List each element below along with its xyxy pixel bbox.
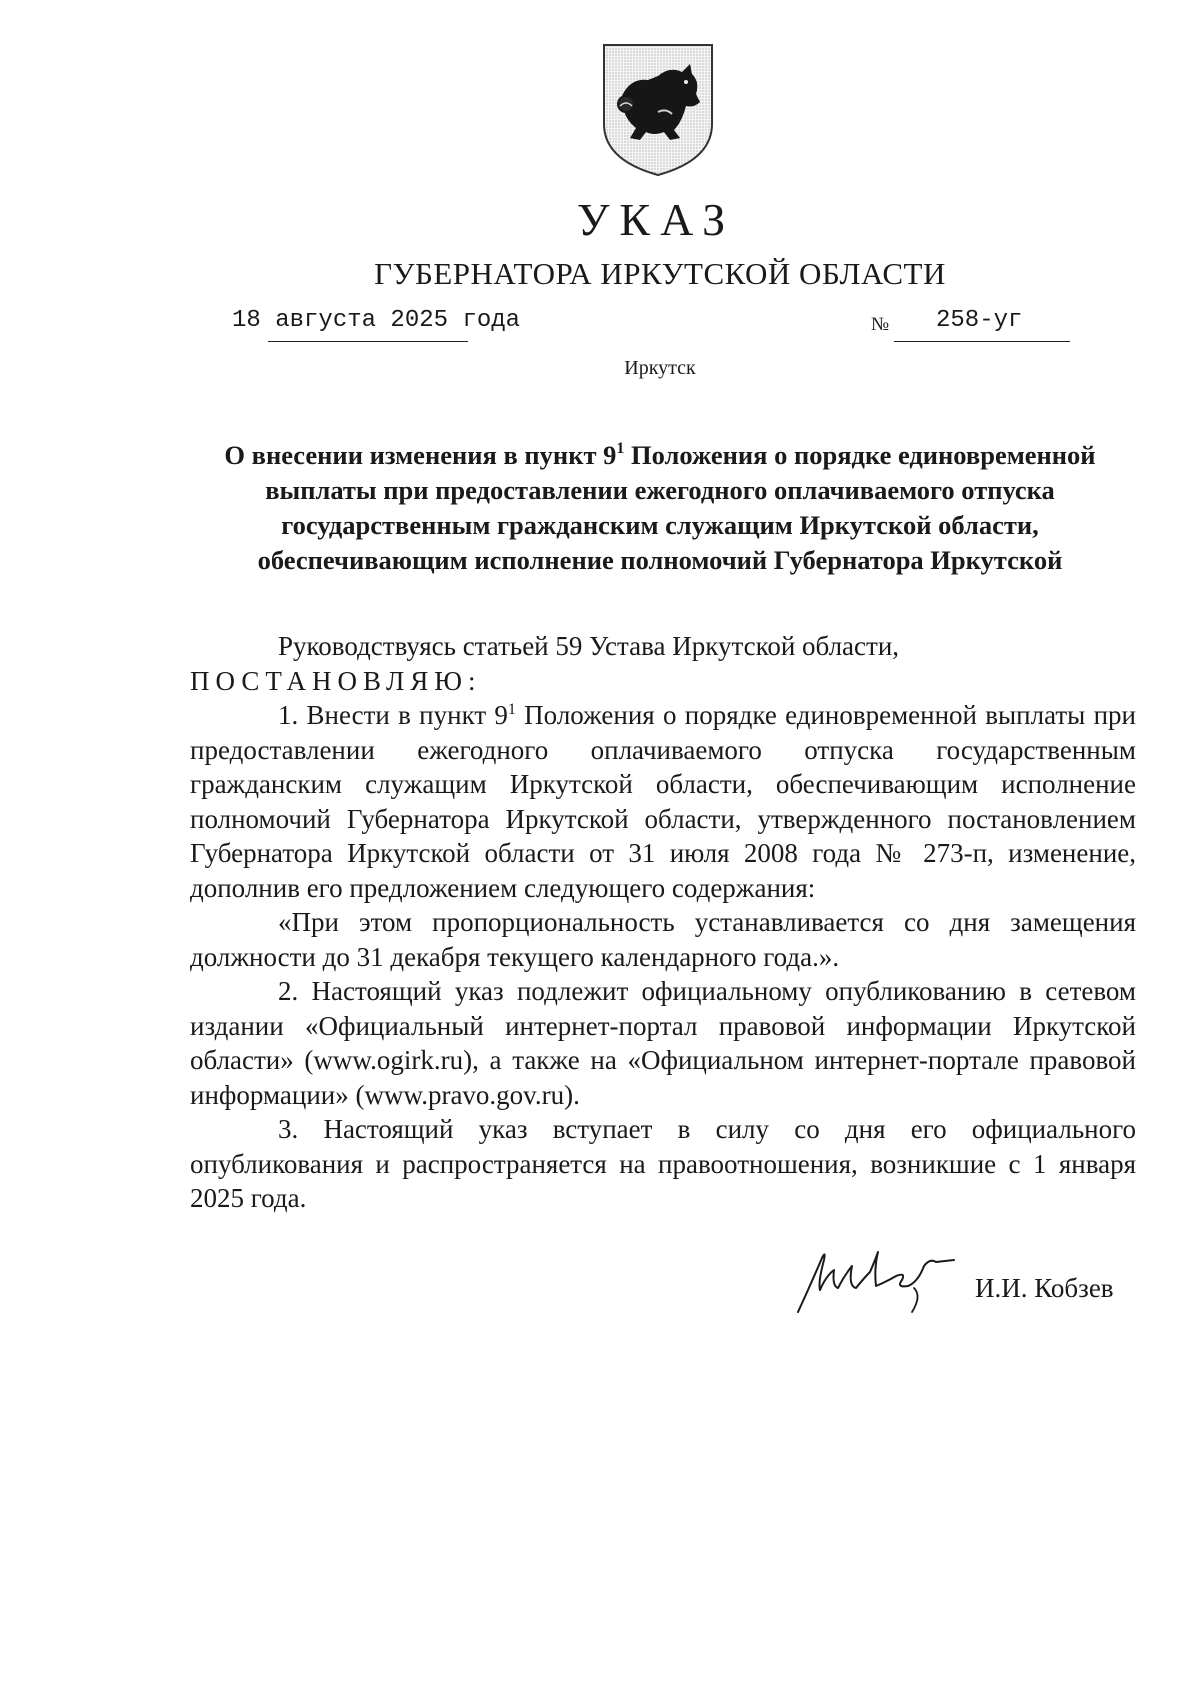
resolve-word: ПОСТАНОВЛЯЮ: xyxy=(190,665,482,696)
item-1-paragraph xyxy=(190,698,1136,905)
quote-paragraph: «При этом пропорциональность устанавливается со дня замещения должности до 31 декабря текущего календарного года.». xyxy=(190,907,1136,972)
title-part-2: Положения о порядке единовременной выплаты при предоставлении ежегодного оплачиваемого отпуска государственным гражданским служащим Иркутской области, обеспечивающим исполнение полномочий Губернатора Иркутской xyxy=(257,440,1096,575)
document-place: Иркутск xyxy=(624,357,696,379)
signer-name: И.И. Кобзев xyxy=(975,1273,1114,1303)
item-1-part-1: 1. Внести в пункт 9 xyxy=(278,700,508,730)
item-3-paragraph: 3. Настоящий указ вступает в силу со дня его официального опубликования и распространяется на правоотношения, возникшие с 1 января 2025 года. xyxy=(190,1114,1136,1213)
document-number: 258-уг xyxy=(936,307,1023,334)
item-1-part-2: Положения о порядке единовременной выплаты при предоставлении ежегодного оплачиваемого отпуска государственным гражданским служащим Иркутской области, обеспечивающим исполнение полномочий Губернатора Иркутской области, утвержденного постановлением Губернатора Иркутской области от 31 июля 2008 года № 273-п, изменение, дополнив его предложением следующего содержания: xyxy=(190,700,1136,903)
document-body xyxy=(190,629,1136,1216)
number-underline xyxy=(894,341,1070,342)
document-issuer: ГУБЕРНАТОРА ИРКУТСКОЙ ОБЛАСТИ xyxy=(374,256,946,291)
handwritten-signature-icon xyxy=(796,1246,956,1316)
title-superscript: 1 xyxy=(616,440,625,458)
number-sign: № xyxy=(871,314,890,335)
document-type: УКАЗ xyxy=(576,194,736,245)
item-2-paragraph: 2. Настоящий указ подлежит официальному опубликованию в сетевом издании «Официальный интернет-портал правовой информации Иркутской области» (www.ogirk.ru), а также на «Официальном интернет-портале правовой информации» (www.pravo.gov.ru). xyxy=(190,976,1136,1110)
document-date: 18 августа 2025 года xyxy=(232,307,521,334)
title-part-1: О внесении изменения в пункт 9 xyxy=(224,440,617,470)
document-title xyxy=(220,438,1100,578)
date-underline xyxy=(268,341,468,342)
item-1-superscript: 1 xyxy=(507,701,516,718)
coat-of-arms-icon xyxy=(600,42,716,178)
intro-paragraph: Руководствуясь статьей 59 Устава Иркутской области, xyxy=(278,631,900,661)
